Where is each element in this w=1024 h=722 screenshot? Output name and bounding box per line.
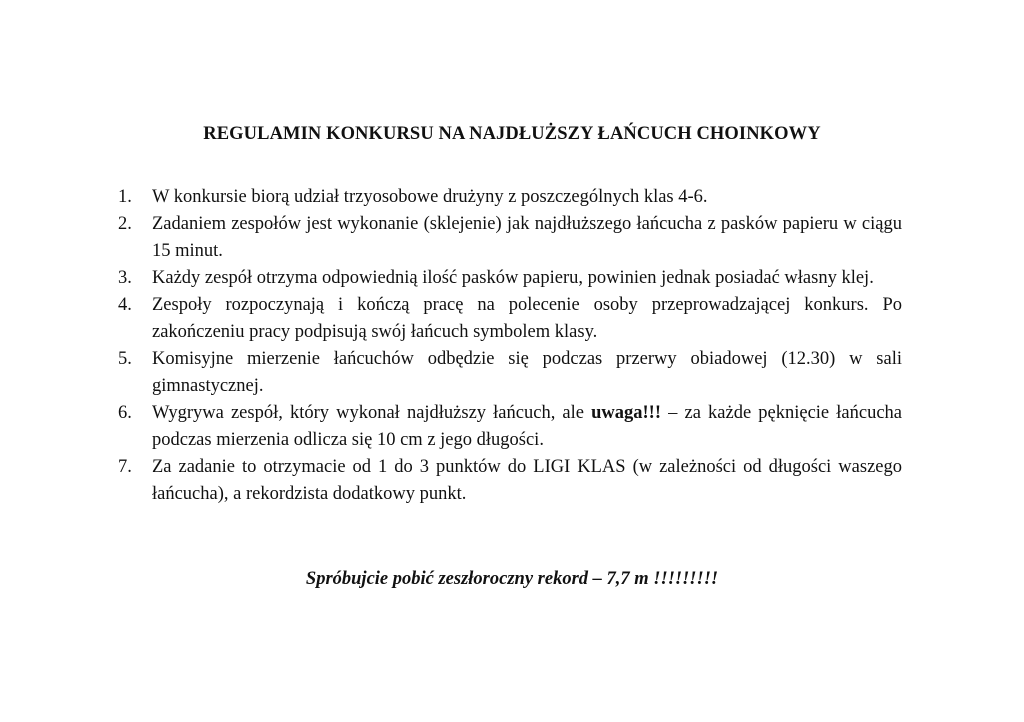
rule-item-3	[118, 265, 902, 292]
rule-number: 3.	[118, 268, 132, 288]
rule-text-before: Wygrywa zespół, który wykonał najdłuższy łańcuch, ale	[152, 403, 592, 423]
rule-number: 5.	[118, 349, 132, 369]
rule-item-7	[118, 454, 902, 508]
closing-statement: Spróbujcie pobić zeszłoroczny rekord – 7,7 m !!!!!!!!!	[305, 569, 719, 589]
rule-item-4	[118, 292, 902, 346]
rule-number: 2.	[118, 214, 132, 234]
rule-number: 4.	[118, 295, 132, 315]
rule-item-1	[118, 184, 902, 211]
rule-text: W konkursie biorą udział trzyosobowe drużyny z poszczególnych klas 4-6.	[152, 187, 708, 207]
rule-text: Komisyjne mierzenie łańcuchów odbędzie się podczas przerwy obiadowej (12.30) w sali gimnastycznej.	[152, 349, 902, 396]
rule-number: 6.	[118, 403, 132, 423]
rule-item-2	[118, 211, 902, 265]
rule-item-5	[118, 346, 902, 400]
rule-text: Zespoły rozpoczynają i kończą pracę na polecenie osoby przeprowadzającej konkurs. Po zakończeniu pracy podpisują swój łańcuch symbolem klasy.	[152, 295, 902, 342]
document-title: REGULAMIN KONKURSU NA NAJDŁUŻSZY ŁAŃCUCH CHOINKOWY	[203, 124, 821, 144]
rule-number: 7.	[118, 457, 132, 477]
rule-number: 1.	[118, 187, 132, 207]
rule-text: Zadaniem zespołów jest wykonanie (sklejenie) jak najdłuższego łańcucha z pasków papieru w ciągu 15 minut.	[152, 214, 902, 261]
rule-text: Każdy zespół otrzyma odpowiednią ilość pasków papieru, powinien jednak posiadać własny klej.	[152, 268, 874, 288]
rules-list	[118, 184, 902, 508]
rule-text-after: – za każde pęknięcie łańcucha podczas mierzenia odlicza się 10 cm z jego długości.	[152, 403, 902, 450]
rule-item-6	[118, 400, 902, 454]
rule-text: Za zadanie to otrzymacie od 1 do 3 punktów do LIGI KLAS (w zależności od długości waszego łańcucha), a rekordzista dodatkowy punkt.	[152, 457, 902, 504]
rule-warning-emphasis: uwaga!!!	[591, 403, 661, 423]
